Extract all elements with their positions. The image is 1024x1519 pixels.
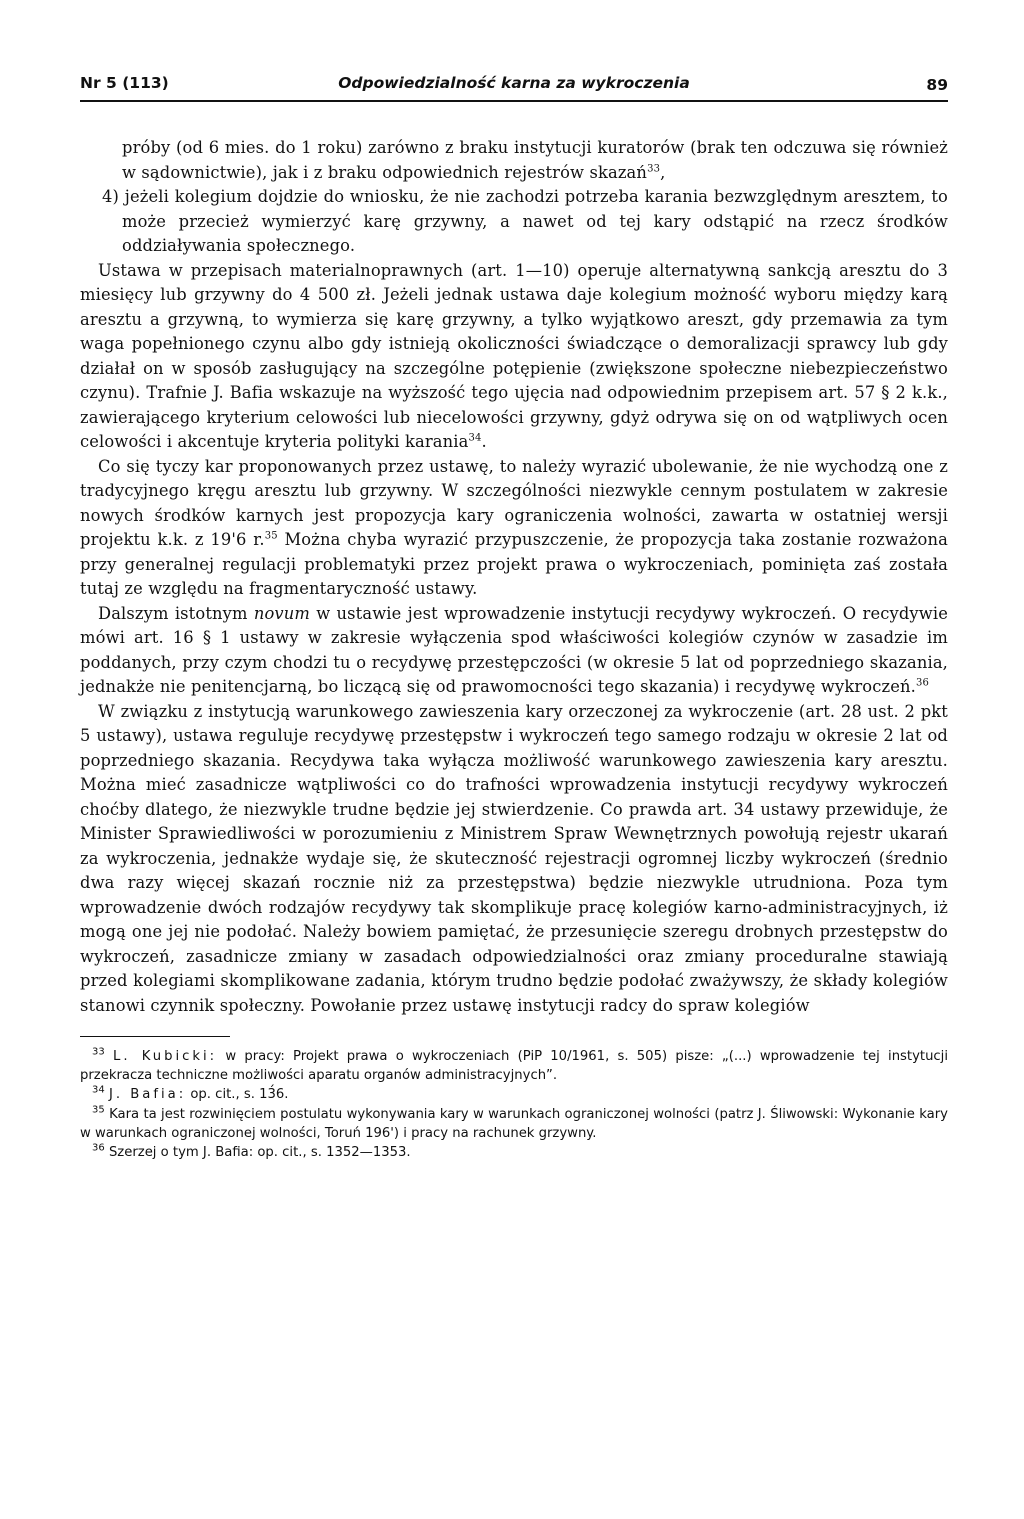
footnote-ref: 34	[468, 432, 482, 444]
paragraph: Ustawa w przepisach materialnoprawnych (art. 1—10) operuje alternatywną sankcją aresztu do 3 miesięcy lub grzywny do 4 500 zł. Jeżeli jednak ustawa daje kolegium możność wyboru między karą aresztu a grzywną, to wymierza się karę grzywny, a tylko wyjątkowo areszt, gdy przemawia za tym waga popełnionego czynu albo gdy istnieją okoliczności świadczące o demoralizacji sprawcy lub gdy działał on w sposób zasługujący na szczególne potępienie (zwiększone społeczne niebezpieczeństwo czynu). Trafnie J. Bafia wskazuje na wyższość tego ujęcia nad odpowiednim przepisem art. 57 § 2 k.k., zawierającego kryterium celowości lub niecelowości grzywny, gdyż odrywa się on od wątpliwych ocen celowości i akcentuje kryteria polityki karania$^{34}$.	[80, 260, 948, 451]
paragraph: Dalszym istotnym novum w ustawie jest wprowadzenie instytucji recydywy wykroczeń. O recydywie mówi art. 16 § 1 ustawy w zakresie wyłączenia spod właściwości kolegiów czynów w zasadzie im poddanych, przy czym chodzi tu o recydywę przestępczości (w okresie 5 lat od poprzedniego skazania, jednakże nie penitencjarną, bo liczącą się od prawomocności tego skazania) i recydywę wykroczeń.$^{36}$	[80, 603, 948, 696]
footnote-33: $^{33}$ L. Kubicki: w pracy: Projekt prawa o wykroczeniach (PiP 10/1961, s. 505) pisze: „(...) wprowadzenie tej instytucji przekracza techniczne możliwości aparatu organów administracyjnych”.	[80, 1046, 948, 1084]
paragraph: Co się tyczy kar proponowanych przez ustawę, to należy wyrazić ubolewanie, że nie wychodzą one z tradycyjnego kręgu aresztu lub grzywny. W szczególności niezwykle cennym postulatem w zakresie nowych środków karnych jest propozycja kary ograniczenia wolności, zawarta w ostatniej wersji projektu k.k. z 19'6 r.$^{35}$ Można chyba wyrazić przypuszczenie, że propozycja taka zostanie rozważona przy generalnej regulacji problematyki przez projekt prawa o wykroczeniach, pominięta zaś została tutaj ze względu na fragmentaryczność ustawy.	[80, 456, 948, 598]
footnote-35: $^{35}$ Kara ta jest rozwinięciem postulatu wykonywania kary w warunkach ograniczonej wolności (patrz J. Śliwowski: Wykonanie kary w warunkach ograniczonej wolności, Toruń 196') i pracy na rachunek grzywny.	[80, 1104, 948, 1141]
footnotes	[80, 1047, 948, 1162]
footnote-ref: 35	[264, 530, 278, 542]
footnote-ref: 33	[647, 163, 661, 175]
paragraph-continuation: próby (od 6 mies. do 1 roku) zarówno z braku instytucji kuratorów (brak ten odczuwa się również w sądownictwie), jak i z braku odpowiednich rejestrów skazań$^{33}$,	[122, 138, 948, 182]
list-item-4: 4) jeżeli kolegium dojdzie do wniosku, że nie zachodzi potrzeba karania bezwzględnym aresztem, to może przecież wymierzyć karę grzywny, a nawet od tej kary odstąpić na rzecz środków oddziaływania społecznego.	[102, 187, 948, 255]
page-number: 89	[926, 76, 948, 94]
footnote-separator	[80, 1036, 230, 1037]
issue-number: Nr 5 (113)	[80, 74, 169, 92]
running-header	[80, 72, 948, 102]
journal-page	[80, 72, 948, 1162]
footnote-34: $^{34}$ J. Bafia: op. cit., s. 13́6.	[92, 1085, 289, 1103]
footnote-ref: 36	[916, 677, 930, 689]
footnote-36: $^{36}$ Szerzej o tym J. Bafia: op. cit., s. 1352—1353.	[92, 1142, 411, 1161]
paragraph: W związku z instytucją warunkowego zawieszenia kary orzeczonej za wykroczenie (art. 28 ust. 2 pkt 5 ustawy), ustawa reguluje recydywę przestępstw i wykroczeń tego samego rodzaju w okresie 2 lat od poprzedniego skazania. Recydywa taka wyłącza możliwość warunkowego zawieszenia kary aresztu. Można mieć zasadnicze wątpliwości co do trafności wprowadzenia instytucji recydywy wykroczeń choćby dlatego, że niezwykle trudne będzie jej stwierdzenie. Co prawda art. 34 ustawy przewiduje, że Minister Sprawiedliwości w porozumieniu z Ministrem Spraw Wewnętrznych powołują rejestr ukarań za wykroczenia, jednakże wydaje się, że skuteczność rejestracji ogromnej liczby wykroczeń (średnio dwa razy więcej skazań rocznie niż za przestępstwa) będzie niezwykle utrudniona. Poza tym wprowadzenie dwóch rodzajów recydywy tak skomplikuje pracę kolegiów karno-administracyjnych, iż mogą one jej nie podołać. Należy bowiem pamiętać, że przesunięcie szeregu drobnych przestępstw do wykroczeń, zasadnicze zmiany w zasadach odpowiedzialności oraz zmiany proceduralne stawiają przed kolegiami skomplikowane zadania, którym trudno będzie podołać zważywszy, że składy kolegiów stanowi czynnik społeczny. Powołanie przez ustawę instytucji radcy do spraw kolegiów	[80, 701, 948, 1015]
emphasis-novum: novum	[253, 603, 310, 623]
article-body	[80, 136, 948, 1018]
running-title: Odpowiedzialność karna za wykroczenia	[338, 74, 690, 92]
